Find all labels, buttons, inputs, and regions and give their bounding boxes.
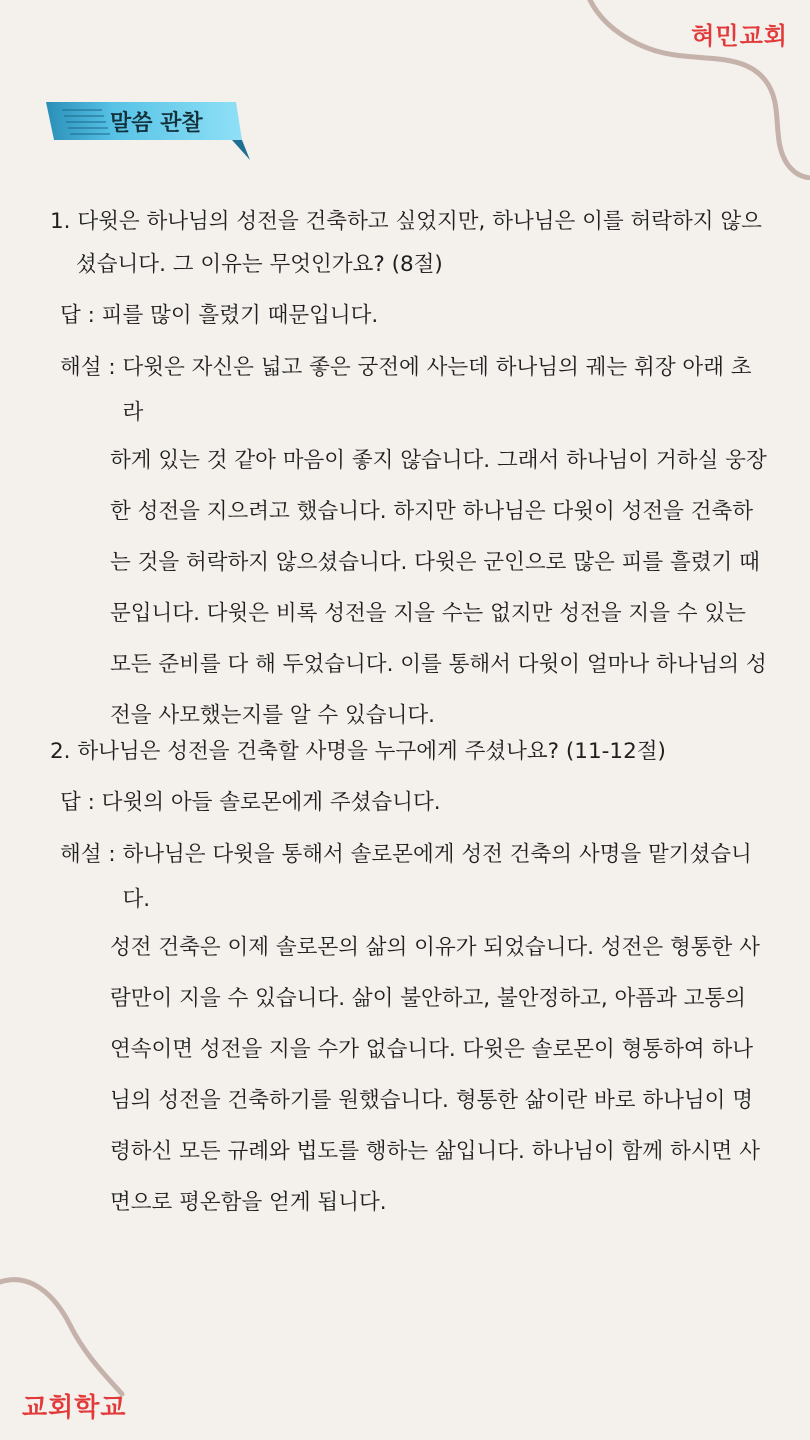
church-school-logo-bottom: 교회학교	[22, 1393, 127, 1423]
question-text: 2. 하나님은 성전을 건축할 사명을 누구에게 주셨나요? (11-12절)	[50, 739, 666, 764]
explanation-first-line: 다윗은 자신은 넓고 좋은 궁전에 사는데 하나님의 궤는 휘장 아래 초라	[122, 355, 752, 425]
explanation	[50, 832, 770, 1228]
explanation-body: 성전 건축은 이제 솔로몬의 삶의 이유가 되었습니다. 성전은 형통한 사람만이 지을 수 있습니다. 삶이 불안하고, 불안정하고, 아픔과 고통의 연속이면 성전을 지을 수가 없습니다. 다윗은 솔로몬이 형통하여 하나님의 성전을 건축하기를 원했습니다. 형통한 삶이란 바로 하나님이 명령하신 모든 규례와 법도를 행하는 삶입니다. 하나님이 함께 하시면 사면으로 평온함을 얻게 됩니다.	[110, 935, 760, 1215]
answer-text: 답 : 피를 많이 흘렸기 때문입니다.	[60, 303, 379, 328]
explanation-label: 해설 :	[60, 842, 123, 867]
bottom-left-curve-decoration	[0, 1270, 130, 1400]
explanation-first-line: 하나님은 다윗을 통해서 솔로몬에게 성전 건축의 사명을 맡기셨습니다.	[122, 842, 752, 912]
church-logo-top: 혀민교회	[691, 22, 788, 50]
explanation	[50, 345, 770, 741]
explanation-body: 하게 있는 것 같아 마음이 좋지 않습니다. 그래서 하나님이 거하실 웅장한 성전을 지으려고 했습니다. 하지만 하나님은 다윗이 성전을 건축하는 것을 허락하지 않으셨습니다. 다윗은 군인으로 많은 피를 흘렸기 때문입니다. 다윗은 비록 성전을 지을 수는 없지만 성전을 지을 수 있는 모든 준비를 다 해 두었습니다. 이를 통해서 다윗이 얼마나 하나님의 성전을 사모했는지를 알 수 있습니다.	[110, 448, 767, 728]
question-block-1	[50, 200, 770, 741]
answer-text: 답 : 다윗의 아들 솔로몬에게 주셨습니다.	[60, 790, 441, 815]
explanation-label: 해설 :	[60, 355, 123, 380]
section-title: 말씀 관찰	[110, 111, 203, 136]
question-block-2	[50, 730, 770, 1228]
question-text: 1. 다윗은 하나님의 성전을 건축하고 싶었지만, 하나님은 이를 허락하지 않으셨습니다. 그 이유는 무엇인가요? (8절)	[50, 209, 762, 277]
